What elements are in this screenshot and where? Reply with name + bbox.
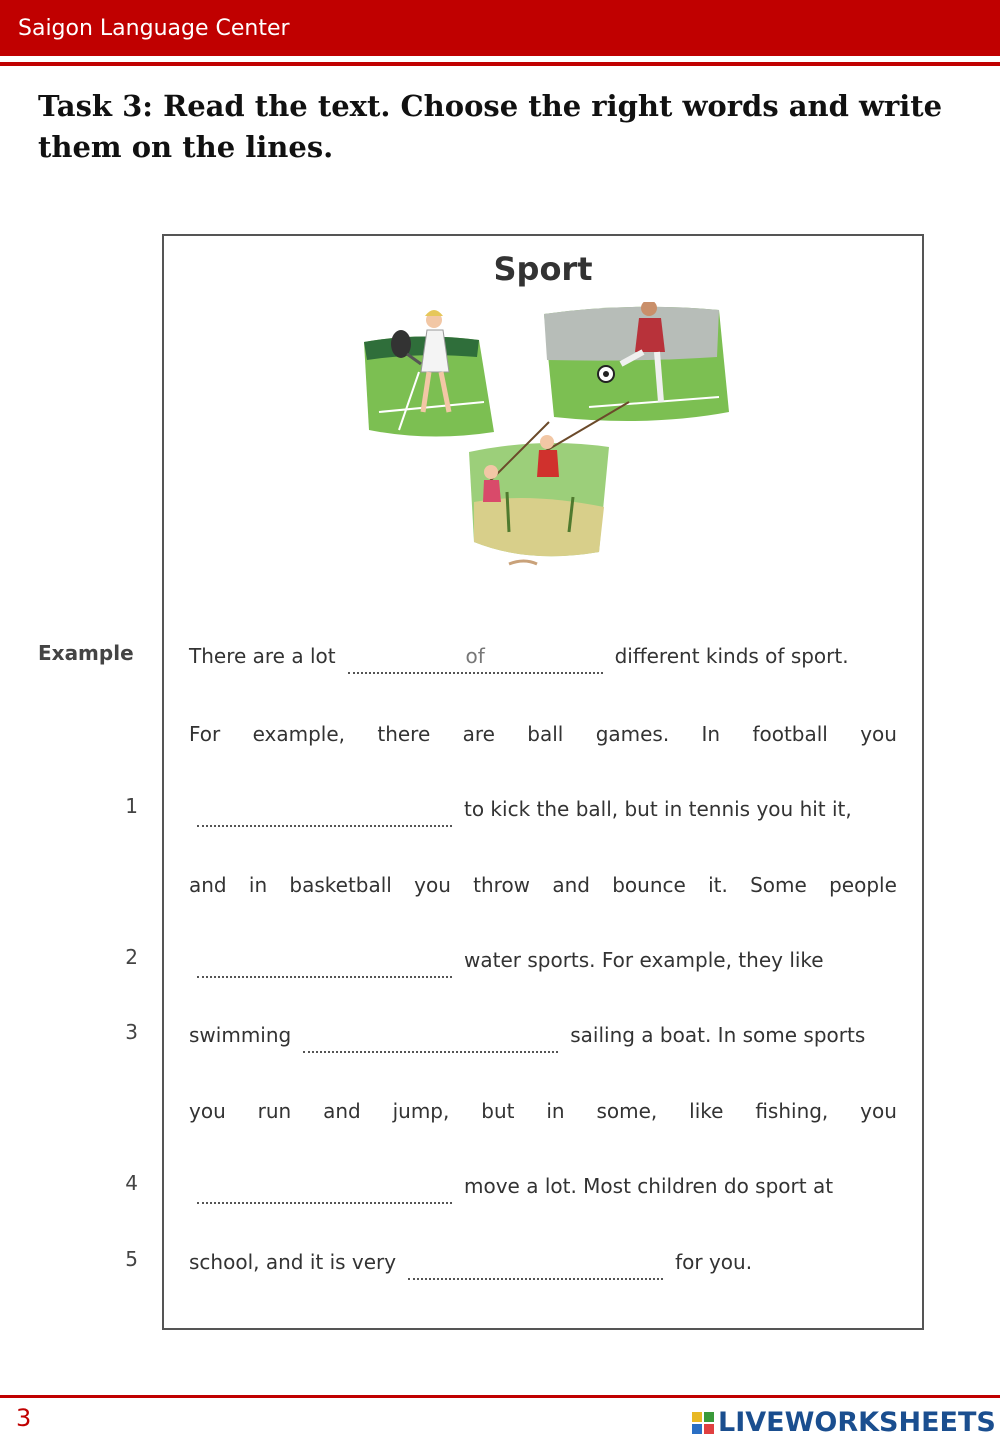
word: and [552, 873, 590, 897]
answer-blank-5[interactable] [408, 1256, 663, 1280]
word: games. [595, 722, 670, 746]
answer-blank-2[interactable] [197, 954, 452, 978]
line-text: for you. [675, 1250, 753, 1274]
answer-blank-example[interactable] [348, 644, 603, 674]
word: like [689, 1099, 724, 1123]
word: football [752, 722, 828, 746]
line-text: move a lot. Most children do sport at [464, 1174, 834, 1198]
page-number: 3 [16, 1404, 32, 1432]
line-text: sailing a boat. In some sports [570, 1023, 866, 1047]
word: and [189, 873, 227, 897]
example-answer: of [465, 644, 485, 668]
line-text: There are a lot [189, 644, 336, 668]
text-line-example [189, 644, 897, 668]
line-text: water sports. For example, they like [464, 948, 824, 972]
text-line-9 [189, 1250, 897, 1274]
word: there [377, 722, 431, 746]
text-line-7 [189, 1099, 897, 1123]
answer-blank-1[interactable] [197, 803, 452, 827]
text-line-2 [189, 722, 897, 746]
line-text: different kinds of sport. [614, 644, 849, 668]
word: and [323, 1099, 361, 1123]
footer-rule [0, 1395, 1000, 1398]
word: jump, [392, 1099, 450, 1123]
word: bounce [612, 873, 686, 897]
football-scene [544, 302, 729, 421]
sport-illustration [359, 302, 739, 582]
word: throw [473, 873, 531, 897]
logo-text: LIVEWORKSHEETS [718, 1407, 996, 1438]
text-line-3 [189, 797, 897, 821]
word: in [248, 873, 268, 897]
question-number-2: 2 [125, 945, 138, 969]
line-text: to kick the ball, but in tennis you hit it, [464, 797, 852, 821]
word: in [546, 1099, 565, 1123]
word: run [257, 1099, 292, 1123]
header-bar [0, 0, 1000, 56]
word: you [860, 722, 897, 746]
text-line-6 [189, 1023, 897, 1047]
task-title: Task 3: Read the text. Choose the right words and write them on the lines. [38, 89, 943, 164]
liveworksheets-logo [692, 1407, 996, 1438]
question-number-3: 3 [125, 1020, 138, 1044]
word: some, [596, 1099, 658, 1123]
word: are [462, 722, 495, 746]
word: but [481, 1099, 515, 1123]
word: it. [708, 873, 728, 897]
word: you [414, 873, 451, 897]
text-line-5 [189, 948, 897, 972]
text-line-4 [189, 873, 897, 897]
line-text: swimming [189, 1023, 292, 1047]
word: Some [750, 873, 807, 897]
word: fishing, [755, 1099, 829, 1123]
answer-blank-3[interactable] [303, 1029, 558, 1053]
brand-name: Saigon Language Center [18, 16, 290, 41]
question-number-5: 5 [125, 1247, 138, 1271]
word: you [189, 1099, 226, 1123]
word: For [189, 722, 221, 746]
text-line-8 [189, 1174, 897, 1198]
worksheet-title: Sport [493, 250, 593, 288]
word: ball [527, 722, 564, 746]
question-number-1: 1 [125, 794, 138, 818]
answer-blank-4[interactable] [197, 1180, 452, 1204]
line-text: school, and it is very [189, 1250, 397, 1274]
word: you [860, 1099, 897, 1123]
example-label: Example [38, 641, 134, 665]
word: people [829, 873, 897, 897]
question-number-4: 4 [125, 1171, 138, 1195]
worksheet-box [162, 234, 924, 1330]
word: example, [252, 722, 346, 746]
word: In [701, 722, 721, 746]
logo-grid-icon [692, 1412, 714, 1434]
word: basketball [289, 873, 392, 897]
tennis-scene [364, 310, 494, 437]
header-rule [0, 62, 1000, 66]
